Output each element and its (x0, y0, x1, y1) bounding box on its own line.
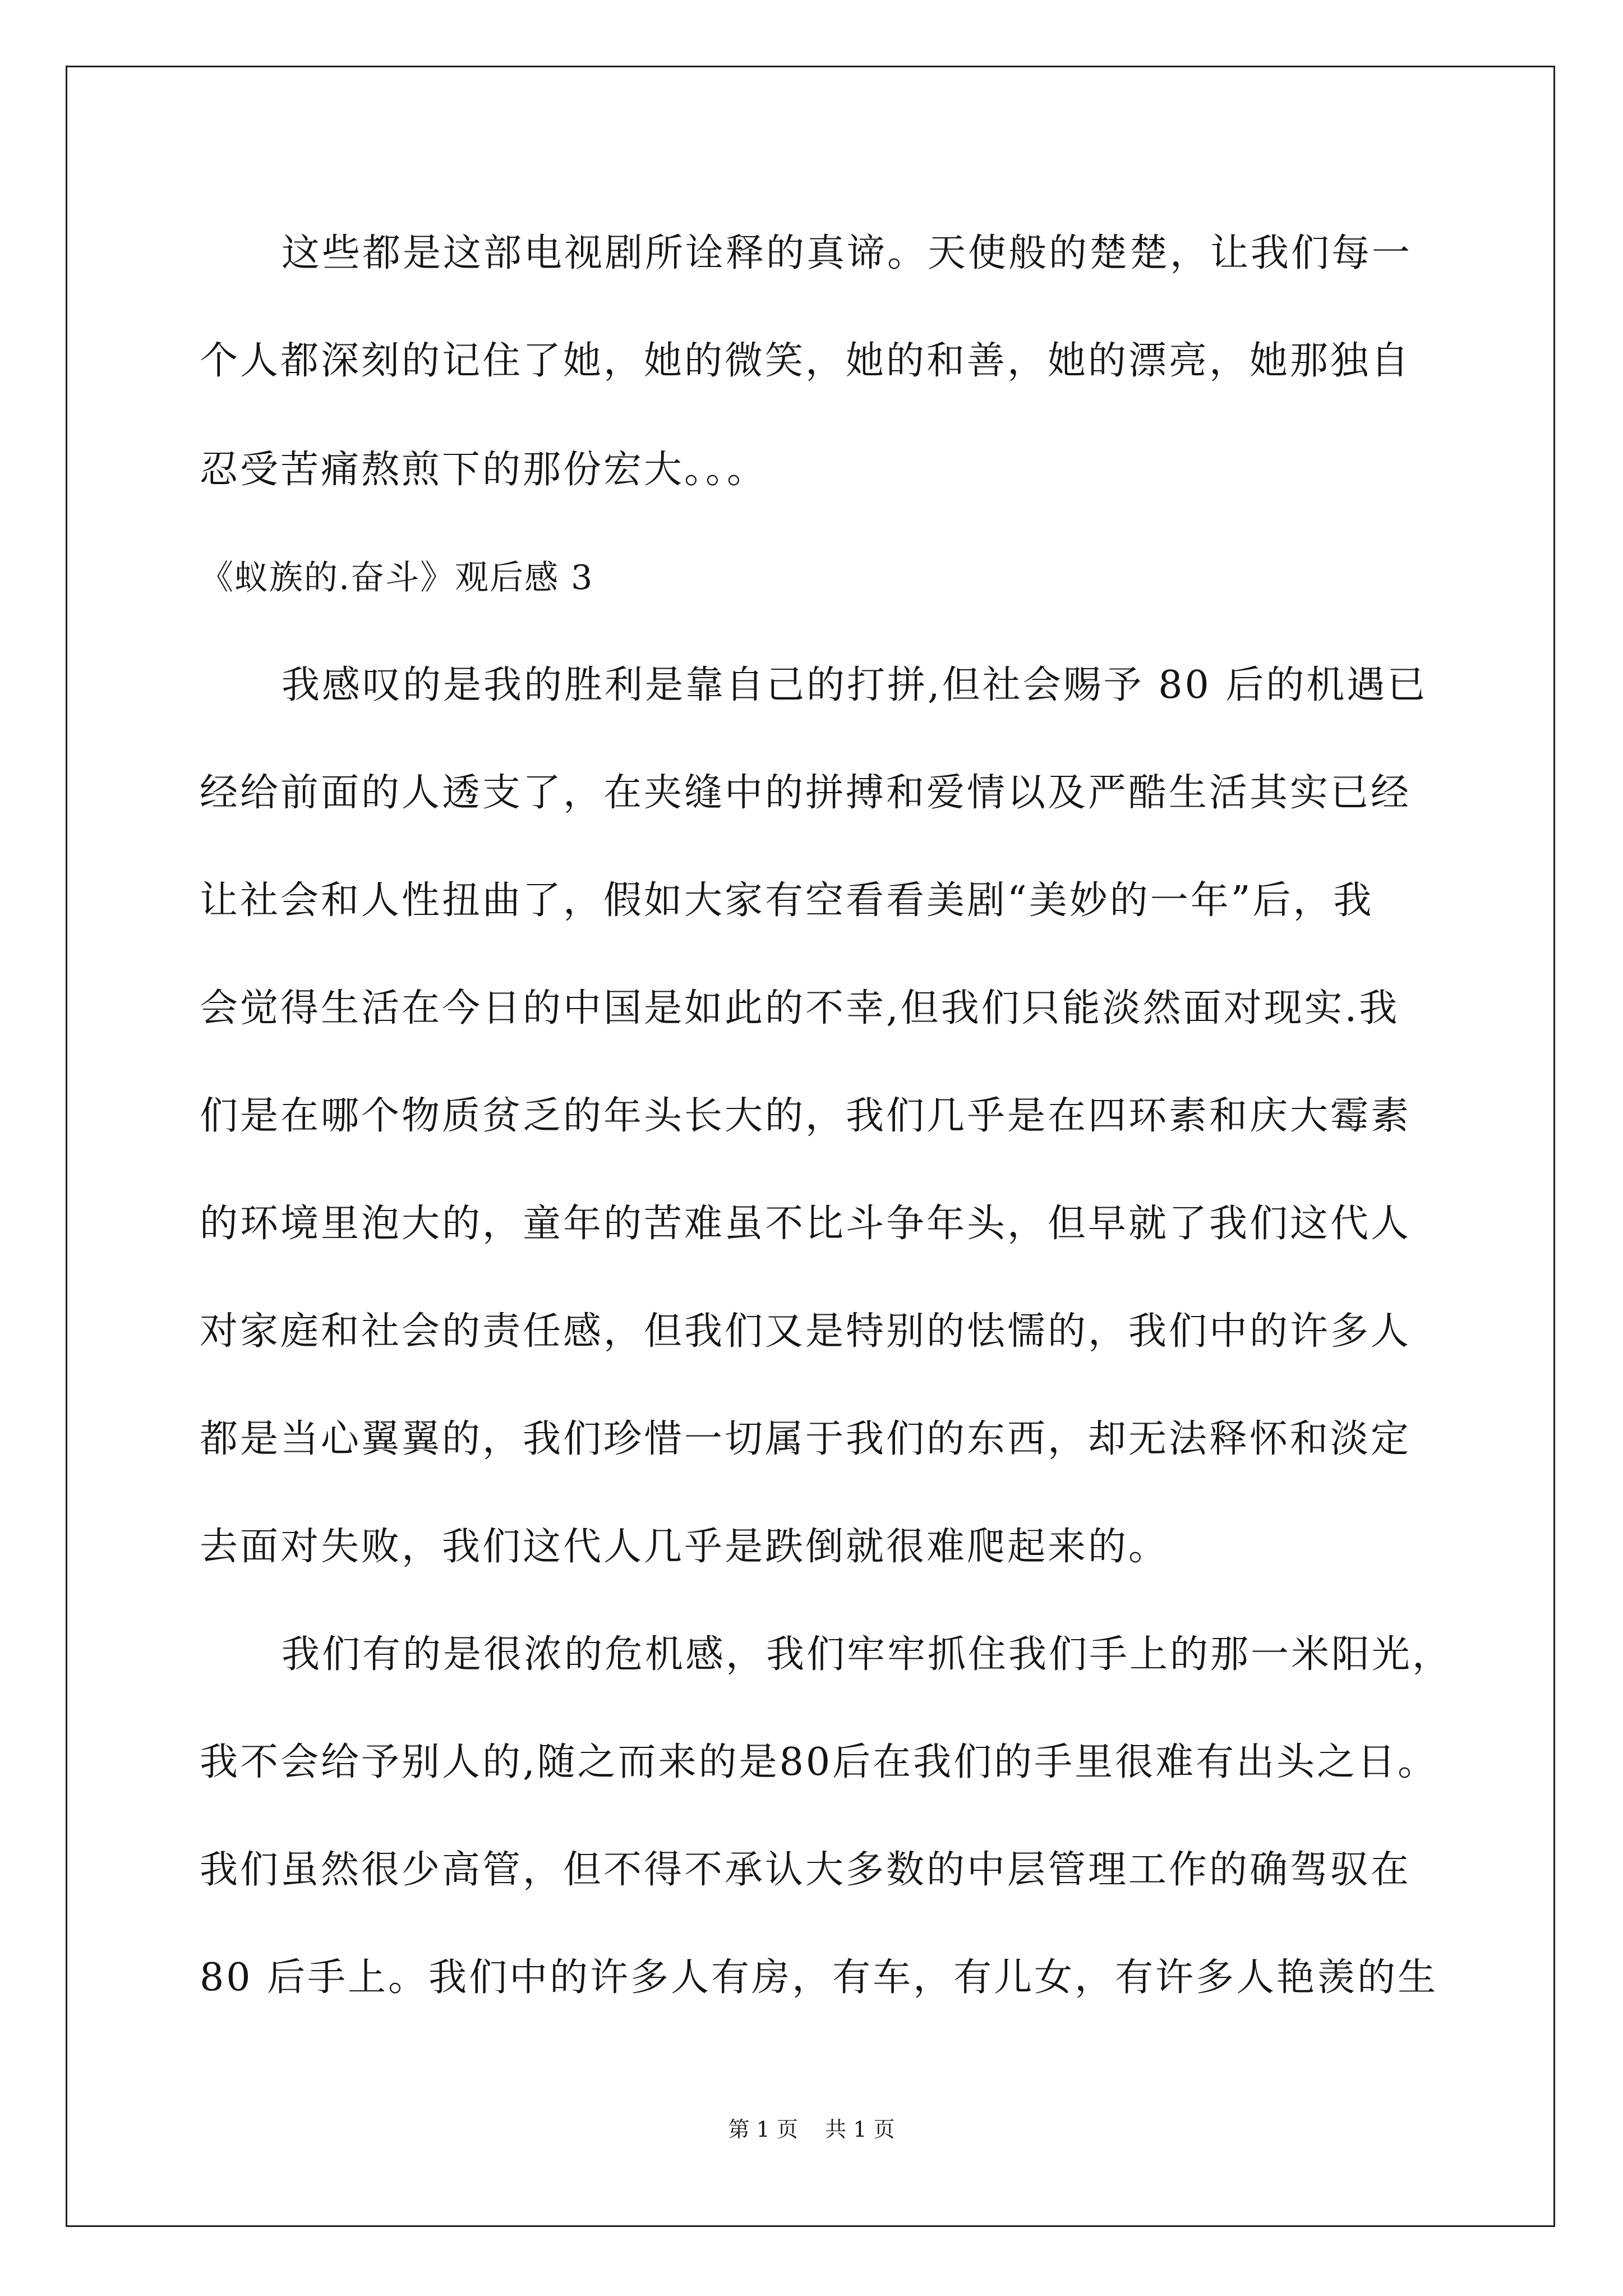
paragraph-3-line-3: 我们虽然很少高管，但不得不承认大多数的中层管理工作的确驾驭在 (200, 1848, 1412, 1892)
paragraph-1-line-2: 个人都深刻的记住了她，她的微笑，她的和善，她的漂亮，她那独自 (200, 339, 1412, 383)
paragraph-2-line-3: 让社会和人性扭曲了，假如大家有空看看美剧“美妙的一年”后，我 (200, 878, 1374, 923)
paragraph-1-line-1: 这些都是这部电视剧所诠释的真谛。天使般的楚楚，让我们每一 (282, 231, 1413, 275)
paragraph-2-line-8: 都是当心翼翼的，我们珍惜一切属于我们的东西，却无法释怀和淡定 (200, 1417, 1412, 1461)
page-number-footer: 第 1 页 共 1 页 (728, 2117, 895, 2142)
paragraph-2-line-6: 的环境里泡大的，童年的苦难虽不比斗争年头，但早就了我们这代人 (200, 1202, 1412, 1246)
paragraph-3-line-2: 我不会给予别人的,随之而来的是80后在我们的手里很难有出头之日。 (200, 1740, 1438, 1784)
paragraph-1-line-3: 忍受苦痛熬煎下的那份宏大。。。 (200, 448, 768, 492)
paragraph-3-line-4: 80 后手上。我们中的许多人有房，有车，有儿女，有许多人艳羡的生 (200, 1955, 1438, 2000)
paragraph-2-line-4: 会觉得生活在今日的中国是如此的不幸,但我们只能淡然面对现实.我 (200, 986, 1400, 1030)
page-border (66, 66, 1555, 2227)
paragraph-2-line-5: 们是在哪个物质贫乏的年头长大的，我们几乎是在四环素和庆大霉素 (200, 1094, 1412, 1138)
paragraph-2-line-1: 我感叹的是我的胜利是靠自己的打拼,但社会赐予 80 后的机遇已 (282, 663, 1428, 707)
paragraph-2-line-2: 经给前面的人透支了，在夹缝中的拼搏和爱情以及严酷生活其实已经 (200, 771, 1412, 815)
section-heading: 《蚁族的.奋斗》观后感 3 (200, 558, 594, 597)
paragraph-2-line-9: 去面对失败，我们这代人几乎是跌倒就很难爬起来的。 (200, 1525, 1169, 1569)
paragraph-3-line-1: 我们有的是很浓的危机感，我们牢牢抓住我们手上的那一米阳光， (282, 1632, 1453, 1677)
paragraph-2-line-7: 对家庭和社会的责任感，但我们又是特别的怯懦的，我们中的许多人 (200, 1309, 1412, 1354)
